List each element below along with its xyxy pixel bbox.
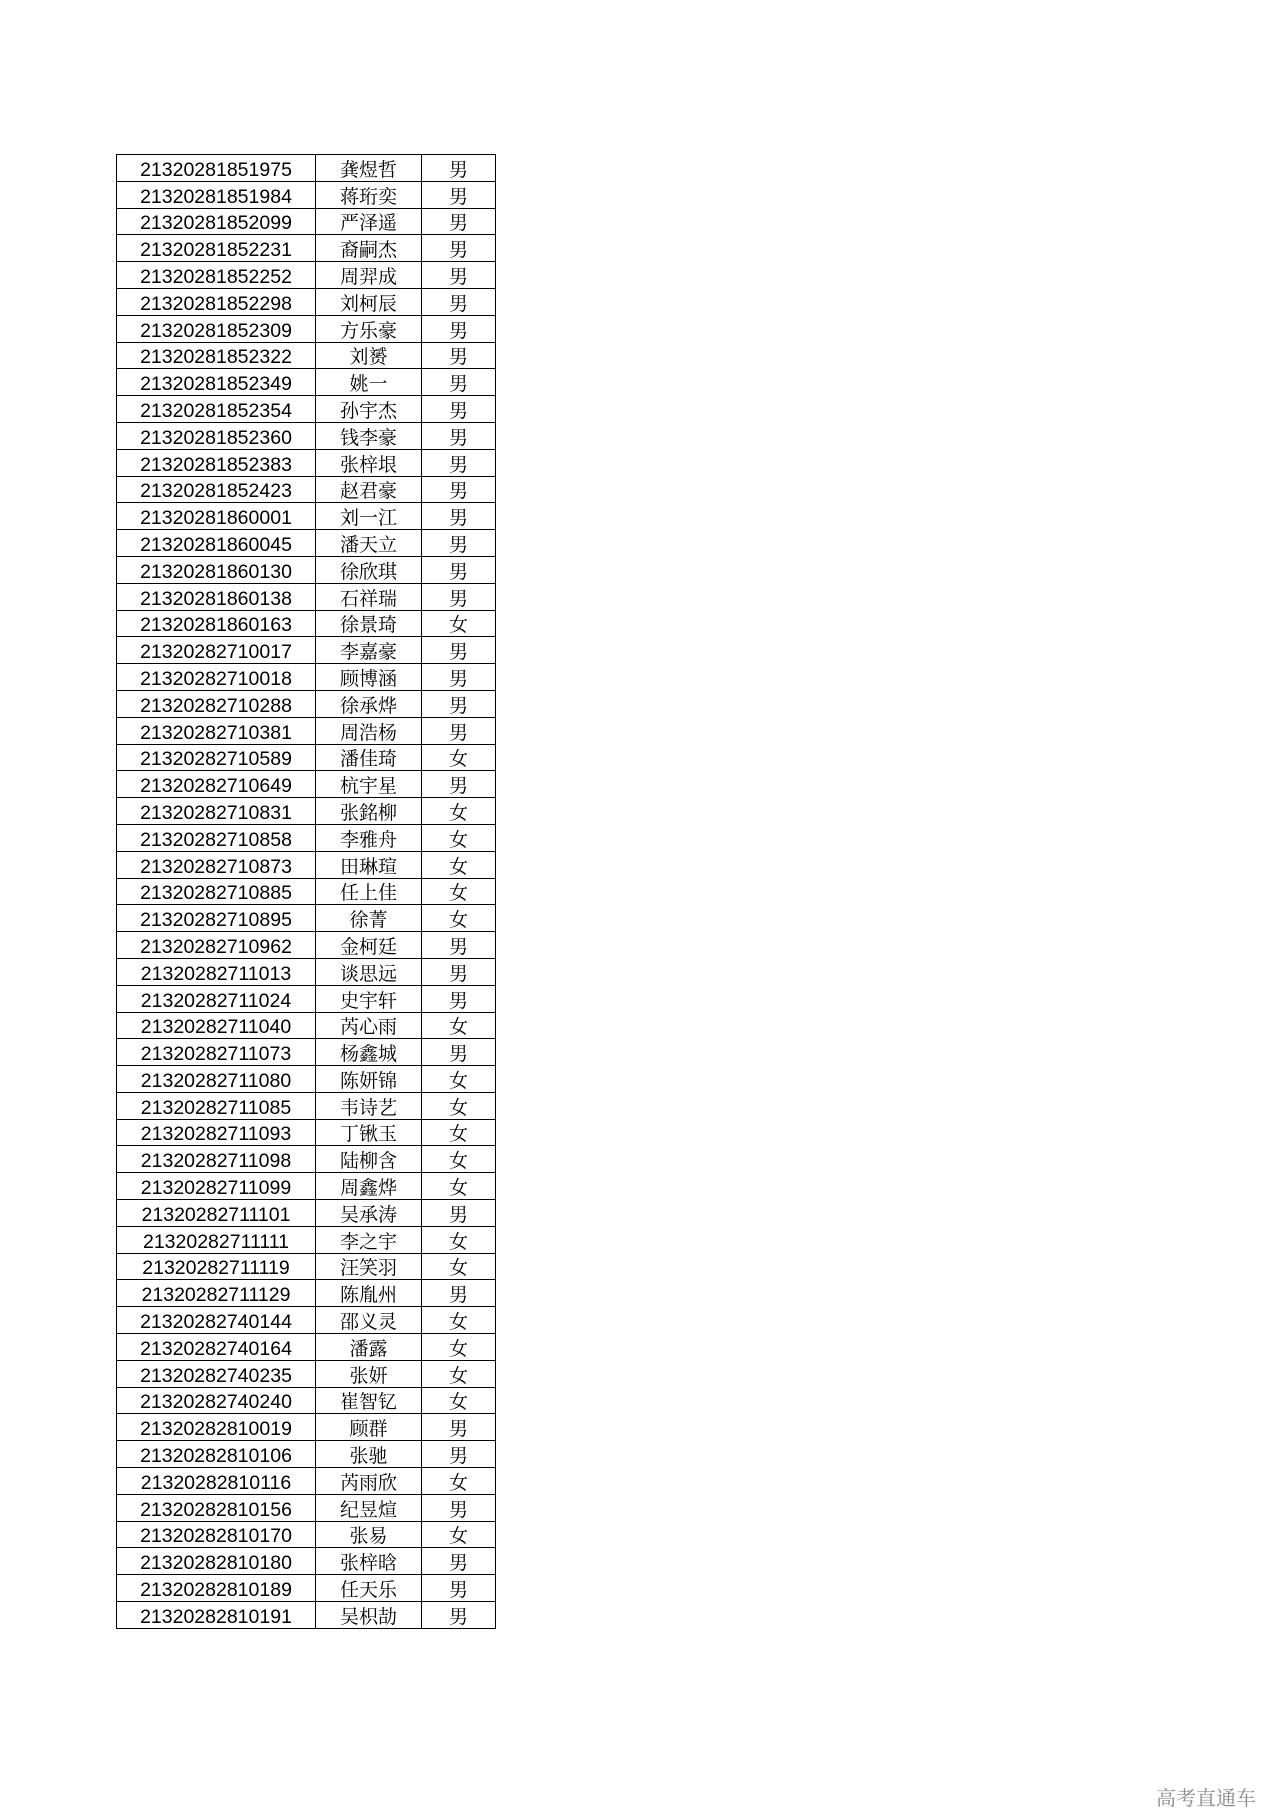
table-row <box>117 610 496 637</box>
roster-body <box>117 155 496 1629</box>
table-row <box>117 958 496 985</box>
exam-number-cell: 21320282710017 <box>117 637 316 664</box>
exam-number-cell: 21320282710589 <box>117 744 316 771</box>
table-row <box>117 1146 496 1173</box>
student-name-cell: 张梓晗 <box>316 1548 422 1575</box>
gender-cell: 女 <box>422 1092 496 1119</box>
exam-number-cell: 21320282710962 <box>117 932 316 959</box>
student-name-cell: 任上佳 <box>316 878 422 905</box>
gender-cell: 女 <box>422 1226 496 1253</box>
table-row <box>117 556 496 583</box>
exam-number-cell: 21320281860045 <box>117 530 316 557</box>
gender-cell: 男 <box>422 690 496 717</box>
student-name-cell: 芮雨欣 <box>316 1468 422 1495</box>
student-name-cell: 方乐豪 <box>316 315 422 342</box>
table-row <box>117 235 496 262</box>
gender-cell: 男 <box>422 181 496 208</box>
table-row <box>117 1414 496 1441</box>
gender-cell: 女 <box>422 1066 496 1093</box>
student-name-cell: 史宇轩 <box>316 985 422 1012</box>
table-row <box>117 851 496 878</box>
gender-cell: 男 <box>422 1575 496 1602</box>
exam-number-cell: 21320282711073 <box>117 1039 316 1066</box>
exam-number-cell: 21320281852383 <box>117 449 316 476</box>
student-name-cell: 田琳瑄 <box>316 851 422 878</box>
student-name-cell: 刘柯辰 <box>316 288 422 315</box>
student-name-cell: 李之宇 <box>316 1226 422 1253</box>
exam-number-cell: 21320282711099 <box>117 1173 316 1200</box>
exam-number-cell: 21320282711111 <box>117 1226 316 1253</box>
exam-number-cell: 21320282711098 <box>117 1146 316 1173</box>
gender-cell: 男 <box>422 315 496 342</box>
exam-number-cell: 21320282810116 <box>117 1468 316 1495</box>
roster-table <box>116 154 496 1629</box>
student-name-cell: 龚煜哲 <box>316 155 422 182</box>
exam-number-cell: 21320282710381 <box>117 717 316 744</box>
table-row <box>117 1360 496 1387</box>
table-row <box>117 1012 496 1039</box>
gender-cell: 男 <box>422 1441 496 1468</box>
table-row <box>117 744 496 771</box>
exam-number-cell: 21320281852322 <box>117 342 316 369</box>
table-row <box>117 637 496 664</box>
student-name-cell: 徐菁 <box>316 905 422 932</box>
student-name-cell: 汪笑羽 <box>316 1253 422 1280</box>
table-row <box>117 1334 496 1361</box>
student-name-cell: 杨鑫城 <box>316 1039 422 1066</box>
exam-number-cell: 21320281852423 <box>117 476 316 503</box>
gender-cell: 男 <box>422 396 496 423</box>
table-row <box>117 181 496 208</box>
table-row <box>117 717 496 744</box>
table-row <box>117 422 496 449</box>
exam-number-cell: 21320282710895 <box>117 905 316 932</box>
gender-cell: 男 <box>422 235 496 262</box>
gender-cell: 男 <box>422 422 496 449</box>
table-row <box>117 1119 496 1146</box>
student-name-cell: 顾博涵 <box>316 664 422 691</box>
student-name-cell: 徐承烨 <box>316 690 422 717</box>
exam-number-cell: 21320281852099 <box>117 208 316 235</box>
exam-number-cell: 21320281852349 <box>117 369 316 396</box>
gender-cell: 女 <box>422 1146 496 1173</box>
table-row <box>117 932 496 959</box>
gender-cell: 女 <box>422 851 496 878</box>
student-name-cell: 吴枳劼 <box>316 1602 422 1629</box>
exam-number-cell: 21320281852298 <box>117 288 316 315</box>
exam-number-cell: 21320282710858 <box>117 824 316 851</box>
student-name-cell: 张驰 <box>316 1441 422 1468</box>
student-name-cell: 崔智钇 <box>316 1387 422 1414</box>
gender-cell: 女 <box>422 1012 496 1039</box>
gender-cell: 男 <box>422 530 496 557</box>
gender-cell: 女 <box>422 1307 496 1334</box>
gender-cell: 男 <box>422 932 496 959</box>
gender-cell: 男 <box>422 155 496 182</box>
table-row <box>117 1280 496 1307</box>
exam-number-cell: 21320281860001 <box>117 503 316 530</box>
exam-number-cell: 21320282740235 <box>117 1360 316 1387</box>
table-row <box>117 1039 496 1066</box>
exam-number-cell: 21320282711119 <box>117 1253 316 1280</box>
student-name-cell: 杭宇星 <box>316 771 422 798</box>
table-row <box>117 1253 496 1280</box>
table-row <box>117 1200 496 1227</box>
student-name-cell: 孙宇杰 <box>316 396 422 423</box>
gender-cell: 女 <box>422 878 496 905</box>
table-row <box>117 1494 496 1521</box>
gender-cell: 女 <box>422 798 496 825</box>
exam-number-cell: 21320281852252 <box>117 262 316 289</box>
table-row <box>117 530 496 557</box>
gender-cell: 男 <box>422 1280 496 1307</box>
student-name-cell: 陆柳含 <box>316 1146 422 1173</box>
exam-number-cell: 21320282711093 <box>117 1119 316 1146</box>
table-row <box>117 288 496 315</box>
student-name-cell: 任天乐 <box>316 1575 422 1602</box>
table-row <box>117 1441 496 1468</box>
student-name-cell: 徐欣琪 <box>316 556 422 583</box>
exam-number-cell: 21320282810156 <box>117 1494 316 1521</box>
exam-number-cell: 21320282740164 <box>117 1334 316 1361</box>
student-name-cell: 潘佳琦 <box>316 744 422 771</box>
exam-number-cell: 21320282711085 <box>117 1092 316 1119</box>
exam-number-cell: 21320282810170 <box>117 1521 316 1548</box>
table-row <box>117 315 496 342</box>
table-row <box>117 878 496 905</box>
table-row <box>117 396 496 423</box>
gender-cell: 男 <box>422 1039 496 1066</box>
table-row <box>117 798 496 825</box>
table-row <box>117 369 496 396</box>
gender-cell: 男 <box>422 771 496 798</box>
table-row <box>117 1602 496 1629</box>
gender-cell: 男 <box>422 637 496 664</box>
gender-cell: 男 <box>422 1200 496 1227</box>
table-row <box>117 1521 496 1548</box>
student-name-cell: 潘天立 <box>316 530 422 557</box>
exam-number-cell: 21320282710018 <box>117 664 316 691</box>
student-name-cell: 潘露 <box>316 1334 422 1361</box>
student-name-cell: 周羿成 <box>316 262 422 289</box>
student-name-cell: 裔嗣杰 <box>316 235 422 262</box>
gender-cell: 男 <box>422 208 496 235</box>
exam-number-cell: 21320282810019 <box>117 1414 316 1441</box>
exam-number-cell: 21320282810106 <box>117 1441 316 1468</box>
table-row <box>117 262 496 289</box>
student-name-cell: 陈胤州 <box>316 1280 422 1307</box>
student-name-cell: 刘一江 <box>316 503 422 530</box>
gender-cell: 男 <box>422 262 496 289</box>
gender-cell: 男 <box>422 985 496 1012</box>
gender-cell: 男 <box>422 342 496 369</box>
student-name-cell: 姚一 <box>316 369 422 396</box>
student-name-cell: 金柯廷 <box>316 932 422 959</box>
exam-number-cell: 21320282810180 <box>117 1548 316 1575</box>
gender-cell: 女 <box>422 610 496 637</box>
student-name-cell: 邵义灵 <box>316 1307 422 1334</box>
gender-cell: 女 <box>422 1468 496 1495</box>
exam-number-cell: 21320282711129 <box>117 1280 316 1307</box>
gender-cell: 男 <box>422 476 496 503</box>
student-name-cell: 徐景琦 <box>316 610 422 637</box>
gender-cell: 女 <box>422 1360 496 1387</box>
gender-cell: 男 <box>422 958 496 985</box>
student-name-cell: 顾群 <box>316 1414 422 1441</box>
student-name-cell: 纪昱煊 <box>316 1494 422 1521</box>
student-name-cell: 赵君豪 <box>316 476 422 503</box>
gender-cell: 男 <box>422 288 496 315</box>
student-name-cell: 丁锹玉 <box>316 1119 422 1146</box>
table-row <box>117 503 496 530</box>
table-row <box>117 985 496 1012</box>
table-row <box>117 449 496 476</box>
gender-cell: 男 <box>422 556 496 583</box>
table-row <box>117 155 496 182</box>
gender-cell: 男 <box>422 1548 496 1575</box>
gender-cell: 男 <box>422 1494 496 1521</box>
exam-number-cell: 21320281860130 <box>117 556 316 583</box>
gender-cell: 男 <box>422 717 496 744</box>
student-name-cell: 张妍 <box>316 1360 422 1387</box>
student-name-cell: 周浩杨 <box>316 717 422 744</box>
gender-cell: 男 <box>422 583 496 610</box>
table-row <box>117 664 496 691</box>
table-row <box>117 1575 496 1602</box>
exam-number-cell: 21320282711101 <box>117 1200 316 1227</box>
exam-number-cell: 21320282711024 <box>117 985 316 1012</box>
table-row <box>117 1548 496 1575</box>
student-name-cell: 钱李豪 <box>316 422 422 449</box>
exam-number-cell: 21320282710831 <box>117 798 316 825</box>
exam-number-cell: 21320281860163 <box>117 610 316 637</box>
exam-number-cell: 21320281852360 <box>117 422 316 449</box>
student-name-cell: 石祥瑞 <box>316 583 422 610</box>
exam-number-cell: 21320281852309 <box>117 315 316 342</box>
exam-number-cell: 21320282710885 <box>117 878 316 905</box>
student-name-cell: 李雅舟 <box>316 824 422 851</box>
student-name-cell: 张梓垠 <box>316 449 422 476</box>
gender-cell: 男 <box>422 503 496 530</box>
watermark-text: 高考直通车 <box>1156 1786 1256 1810</box>
gender-cell: 女 <box>422 744 496 771</box>
table-row <box>117 690 496 717</box>
gender-cell: 男 <box>422 369 496 396</box>
table-row <box>117 1066 496 1093</box>
student-name-cell: 刘赟 <box>316 342 422 369</box>
student-name-cell: 陈妍锦 <box>316 1066 422 1093</box>
gender-cell: 男 <box>422 664 496 691</box>
exam-number-cell: 21320282711080 <box>117 1066 316 1093</box>
table-row <box>117 1307 496 1334</box>
exam-number-cell: 21320282740240 <box>117 1387 316 1414</box>
gender-cell: 女 <box>422 1173 496 1200</box>
exam-number-cell: 21320282810191 <box>117 1602 316 1629</box>
table-row <box>117 1092 496 1119</box>
table-row <box>117 905 496 932</box>
gender-cell: 女 <box>422 905 496 932</box>
student-name-cell: 韦诗艺 <box>316 1092 422 1119</box>
table-row <box>117 583 496 610</box>
exam-number-cell: 21320282711013 <box>117 958 316 985</box>
student-name-cell: 严泽遥 <box>316 208 422 235</box>
gender-cell: 男 <box>422 1602 496 1629</box>
gender-cell: 女 <box>422 1119 496 1146</box>
exam-number-cell: 21320282810189 <box>117 1575 316 1602</box>
gender-cell: 女 <box>422 1521 496 1548</box>
table-row <box>117 1173 496 1200</box>
exam-number-cell: 21320281851984 <box>117 181 316 208</box>
table-row <box>117 342 496 369</box>
exam-number-cell: 21320281852231 <box>117 235 316 262</box>
student-name-cell: 芮心雨 <box>316 1012 422 1039</box>
exam-number-cell: 21320282711040 <box>117 1012 316 1039</box>
exam-number-cell: 21320281852354 <box>117 396 316 423</box>
student-name-cell: 谈思远 <box>316 958 422 985</box>
student-name-cell: 张易 <box>316 1521 422 1548</box>
exam-number-cell: 21320281860138 <box>117 583 316 610</box>
student-name-cell: 周鑫烨 <box>316 1173 422 1200</box>
table-row <box>117 208 496 235</box>
gender-cell: 男 <box>422 1414 496 1441</box>
student-name-cell: 李嘉豪 <box>316 637 422 664</box>
table-row <box>117 1226 496 1253</box>
table-row <box>117 476 496 503</box>
gender-cell: 女 <box>422 824 496 851</box>
student-name-cell: 张銘柳 <box>316 798 422 825</box>
exam-number-cell: 21320282740144 <box>117 1307 316 1334</box>
student-name-cell: 蒋珩奕 <box>316 181 422 208</box>
gender-cell: 女 <box>422 1334 496 1361</box>
table-row <box>117 771 496 798</box>
gender-cell: 男 <box>422 449 496 476</box>
exam-number-cell: 21320282710873 <box>117 851 316 878</box>
exam-number-cell: 21320282710649 <box>117 771 316 798</box>
exam-number-cell: 21320282710288 <box>117 690 316 717</box>
gender-cell: 女 <box>422 1253 496 1280</box>
table-row <box>117 824 496 851</box>
student-name-cell: 吴承涛 <box>316 1200 422 1227</box>
table-row <box>117 1387 496 1414</box>
exam-number-cell: 21320281851975 <box>117 155 316 182</box>
gender-cell: 女 <box>422 1387 496 1414</box>
table-row <box>117 1468 496 1495</box>
